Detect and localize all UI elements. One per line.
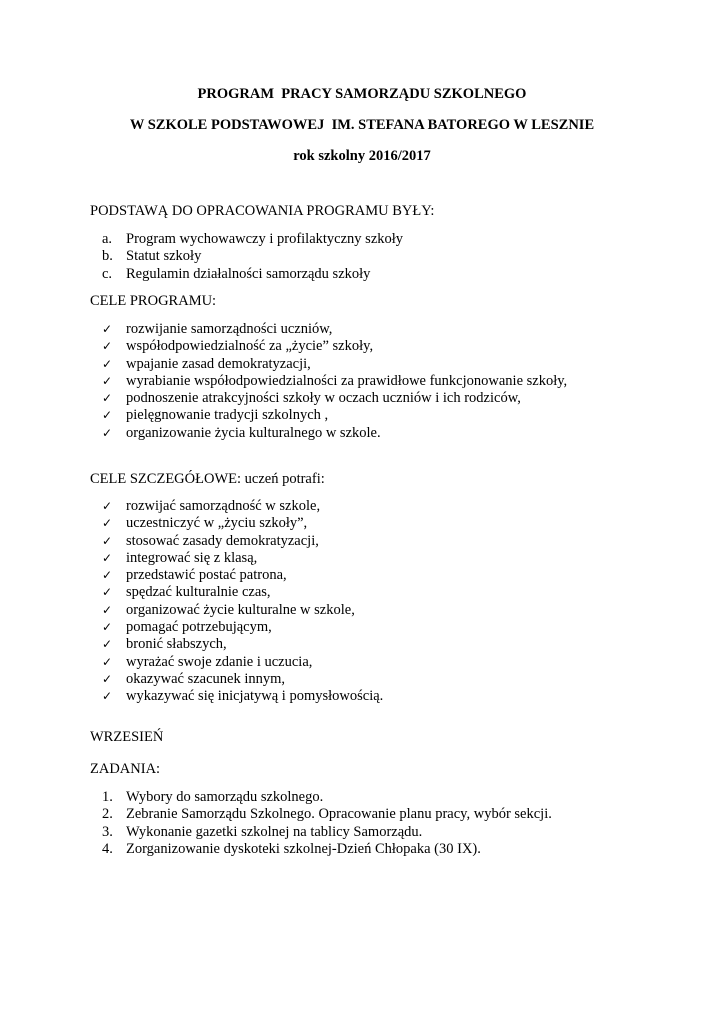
list-item: [0, 619, 724, 636]
list-item-text: podnoszenie atrakcyjności szkoły w oczach uczniów i ich rodziców,: [126, 390, 521, 407]
detailed-goals-heading: CELE SZCZEGÓŁOWE: uczeń potrafi:: [90, 471, 325, 487]
list-item: [0, 533, 724, 550]
list-item: [0, 248, 724, 265]
list-item: [0, 671, 724, 688]
list-item: [0, 407, 724, 424]
list-item-text: Statut szkoły: [126, 248, 202, 265]
list-item-text: okazywać szacunek innym,: [126, 670, 286, 687]
list-item-text: Wybory do samorządu szkolnego.: [126, 789, 324, 805]
tasks-heading: ZADANIA:: [90, 761, 161, 777]
goals-list: [0, 321, 724, 442]
checkmark-icon: ✓: [102, 339, 113, 354]
list-item: [0, 231, 724, 248]
list-item: [0, 806, 724, 823]
list-item-text: uczestniczyć w „życiu szkoły”,: [126, 515, 308, 532]
list-item: [0, 824, 724, 841]
list-item: [0, 567, 724, 584]
list-item: [0, 584, 724, 601]
checkmark-icon: ✓: [102, 620, 113, 635]
tasks-list: [0, 789, 724, 858]
list-item-text: organizować życie kulturalne w szkole,: [126, 601, 355, 618]
list-item-text: wykazywać się inicjatywą i pomysłowością.: [126, 688, 384, 705]
document-title: PROGRAM PRACY SAMORZĄDU SZKOLNEGO: [197, 86, 527, 102]
detailed-goals-list: [0, 498, 724, 706]
list-marker: 2.: [102, 806, 113, 823]
checkmark-icon: ✓: [102, 585, 113, 600]
checkmark-icon: ✓: [102, 516, 113, 531]
school-year: rok szkolny 2016/2017: [293, 148, 431, 164]
list-item-text: rozwijanie samorządności uczniów,: [126, 321, 333, 337]
list-item-text: pielęgnowanie tradycji szkolnych ,: [126, 407, 329, 424]
list-marker: b.: [102, 248, 113, 265]
basis-heading: PODSTAWĄ DO OPRACOWANIA PROGRAMU BYŁY:: [90, 203, 435, 219]
checkmark-icon: ✓: [102, 654, 113, 669]
list-marker: a.: [102, 231, 113, 247]
checkmark-icon: ✓: [102, 550, 113, 565]
list-item: [0, 602, 724, 619]
checkmark-icon: ✓: [102, 499, 113, 513]
list-item-text: Program wychowawczy i profilaktyczny szkoły: [126, 231, 404, 247]
list-item: [0, 356, 724, 373]
checkmark-icon: ✓: [102, 391, 113, 406]
list-item-text: wpajanie zasad demokratyzacji,: [126, 355, 311, 372]
list-marker: 3.: [102, 823, 113, 840]
list-item-text: Zebranie Samorządu Szkolnego. Opracowanie planu pracy, wybór sekcji.: [126, 806, 552, 823]
list-marker: 4.: [102, 840, 113, 857]
list-item: [0, 688, 724, 705]
list-item: [0, 789, 724, 806]
list-item-text: rozwijać samorządność w szkole,: [126, 498, 321, 514]
list-item-text: stosować zasady demokratyzacji,: [126, 532, 319, 549]
list-marker: 1.: [102, 789, 113, 805]
list-item: [0, 390, 724, 407]
list-item: [0, 515, 724, 532]
list-item-text: organizowanie życia kulturalnego w szkole.: [126, 424, 381, 441]
list-item: [0, 266, 724, 283]
list-item: [0, 841, 724, 858]
list-item: [0, 498, 724, 515]
list-item-text: Wykonanie gazetki szkolnej na tablicy Samorządu.: [126, 823, 423, 840]
checkmark-icon: ✓: [102, 671, 113, 686]
checkmark-icon: ✓: [102, 356, 113, 371]
checkmark-icon: ✓: [102, 568, 113, 583]
checkmark-icon: ✓: [102, 689, 113, 704]
list-item-text: pomagać potrzebującym,: [126, 619, 272, 636]
checkmark-icon: ✓: [102, 322, 113, 336]
checkmark-icon: ✓: [102, 533, 113, 548]
list-item-text: Regulamin działalności samorządu szkoły: [126, 265, 371, 282]
checkmark-icon: ✓: [102, 373, 113, 388]
month-heading: WRZESIEŃ: [90, 729, 164, 745]
basis-list: [0, 231, 724, 283]
list-item: [0, 636, 724, 653]
list-item-text: spędzać kulturalnie czas,: [126, 584, 271, 601]
school-name: W SZKOLE PODSTAWOWEJ IM. STEFANA BATOREGO W LESZNIE: [129, 117, 595, 133]
goals-heading: CELE PROGRAMU:: [90, 293, 217, 309]
checkmark-icon: ✓: [102, 425, 113, 440]
list-marker: c.: [102, 265, 113, 282]
list-item-text: Zorganizowanie dyskoteki szkolnej-Dzień Chłopaka (30 IX).: [126, 840, 481, 857]
list-item: [0, 654, 724, 671]
list-item: [0, 550, 724, 567]
list-item-text: wyrabianie współodpowiedzialności za prawidłowe funkcjonowanie szkoły,: [126, 372, 568, 389]
list-item: [0, 338, 724, 355]
list-item: [0, 373, 724, 390]
list-item-text: współodpowiedzialność za „życie” szkoły,: [126, 338, 374, 355]
checkmark-icon: ✓: [102, 637, 113, 652]
list-item-text: przedstawić postać patrona,: [126, 567, 287, 584]
checkmark-icon: ✓: [102, 408, 113, 423]
list-item: [0, 321, 724, 338]
list-item-text: integrować się z klasą,: [126, 549, 258, 566]
list-item-text: wyrażać swoje zdanie i uczucia,: [126, 653, 313, 670]
list-item: [0, 425, 724, 442]
list-item-text: bronić słabszych,: [126, 636, 227, 653]
checkmark-icon: ✓: [102, 602, 113, 617]
